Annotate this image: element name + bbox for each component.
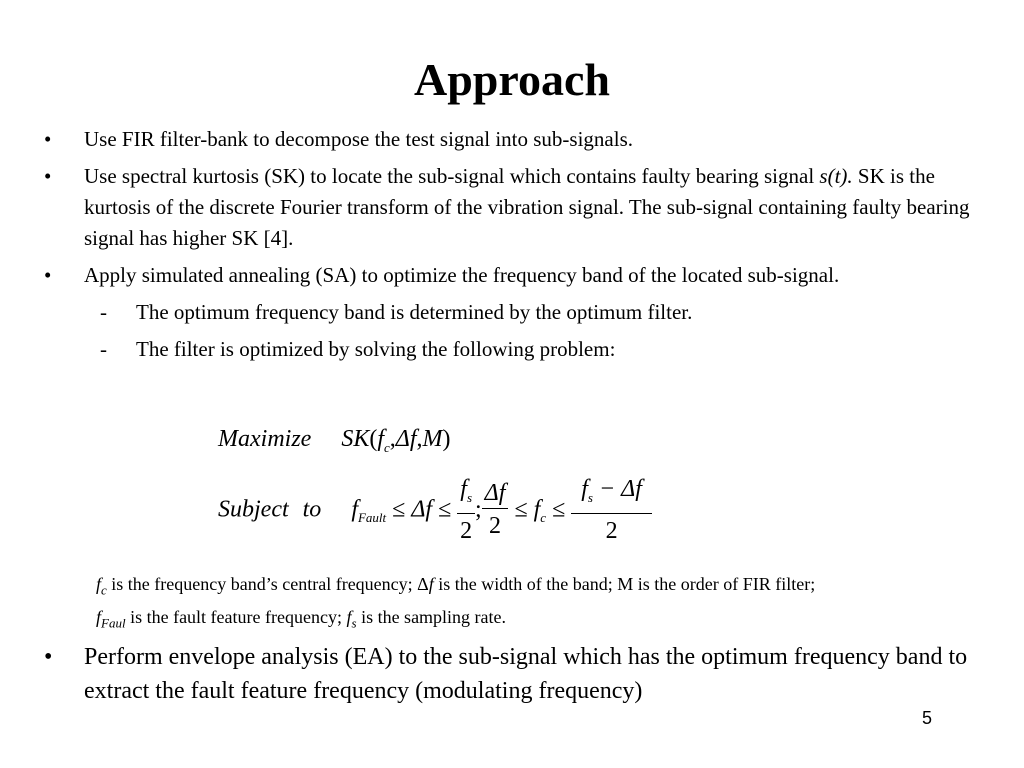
f-fault-subscript: Fault <box>357 510 387 526</box>
subject-to-row <box>218 474 652 548</box>
denominator: 2 <box>489 513 502 540</box>
sub-bullet-filter-optimized <box>44 334 994 365</box>
bullet-simulated-annealing <box>44 260 994 291</box>
fraction-fs-minus-delta-f-over-2 <box>571 474 652 548</box>
bullet-fir-filter-bank <box>44 124 994 155</box>
bullet-envelope-analysis <box>44 640 1024 708</box>
bullet-marker: • <box>44 164 52 188</box>
delta-symbol: Δ <box>417 574 429 594</box>
notes-line-2 <box>96 604 1016 637</box>
fc-symbol: f <box>533 496 541 523</box>
formula-notes <box>96 571 1016 636</box>
subject-label: Subject <box>218 496 289 523</box>
fraction-fs-over-2 <box>457 474 475 548</box>
delta-f: Δf <box>411 496 433 523</box>
bullet-marker: • <box>44 127 52 151</box>
le-sign: ≤ <box>438 496 452 523</box>
sub-bullet-text: The filter is optimized by solving the following problem: <box>136 337 616 361</box>
sub-bullet-text: The optimum frequency band is determined by the optimum filter. <box>136 300 693 324</box>
notes-text: is the sampling rate. <box>356 606 507 627</box>
fc-subscript: c <box>384 439 390 455</box>
denominator: 2 <box>460 517 473 544</box>
fs-symbol: f <box>460 476 467 502</box>
fc-subscript: c <box>540 510 547 526</box>
bullet-text: Use spectral kurtosis (SK) to locate the sub-signal which contains faulty bearing signal <box>84 164 820 188</box>
maximize-label: Maximize <box>218 426 312 452</box>
fs-symbol: f <box>346 606 352 627</box>
comma: , <box>389 426 396 452</box>
semicolon: ; <box>475 496 482 523</box>
fraction-delta-f-over-2 <box>482 478 509 543</box>
le-sign: ≤ <box>514 496 528 523</box>
paren-close: ) <box>442 426 451 452</box>
bullet-text: Perform envelope analysis (EA) to the sub-signal which has the optimum frequency band to extract the fault feature frequency (modulating frequency) <box>84 644 968 704</box>
comma: , <box>416 426 423 452</box>
fc-subscript: c <box>101 582 107 598</box>
fs-symbol: f <box>581 476 588 502</box>
bullet-text: Apply simulated annealing (SA) to optimize the frequency band of the located sub-signal. <box>84 263 840 287</box>
paren-open: ( <box>369 426 378 452</box>
fc-symbol: f <box>377 426 384 452</box>
notes-text: is the frequency band’s central frequency; <box>106 574 418 594</box>
bullet-spectral-kurtosis <box>44 161 994 254</box>
delta-f: Δf <box>395 426 417 452</box>
fs-subscript: s <box>466 489 472 505</box>
maximize-row <box>218 426 451 456</box>
f-fault-subscript: Faul <box>101 615 126 631</box>
slide-title: Approach <box>414 54 610 105</box>
fs-subscript: s <box>587 489 593 505</box>
page-number: 5 <box>922 708 933 728</box>
f-symbol: f <box>428 574 434 594</box>
bullet-text-continued: SK is the kurtosis of the discrete Fourier transform of the vibration signal. The sub-signal containing faulty bearing signal has higher SK [4]. <box>84 164 970 250</box>
le-sign: ≤ <box>392 496 406 523</box>
fs-subscript: s <box>351 615 357 631</box>
sub-bullet-marker: - <box>100 300 107 324</box>
objective-sk: SK <box>341 426 370 452</box>
fc-symbol: f <box>96 574 102 594</box>
f-fault-symbol: f <box>96 606 102 627</box>
f-fault-symbol: f <box>351 496 358 523</box>
signal-symbol: s(t). <box>819 164 853 188</box>
sub-bullet-marker: - <box>100 337 107 361</box>
denominator: 2 <box>605 517 618 544</box>
bullet-marker: • <box>44 644 53 670</box>
bullet-list <box>44 124 994 371</box>
le-sign: ≤ <box>552 496 566 523</box>
optimization-formula <box>218 420 778 545</box>
order-m: M <box>422 426 443 452</box>
numerator: Δf <box>482 478 509 509</box>
to-label: to <box>302 496 322 523</box>
sub-bullet-optimum-band <box>44 297 994 328</box>
minus-delta-f: − Δf <box>592 476 642 502</box>
bullet-text: Use FIR filter-bank to decompose the test signal into sub-signals. <box>84 127 633 151</box>
notes-line-1 <box>96 571 1016 604</box>
bullet-marker: • <box>44 263 52 287</box>
notes-text: is the width of the band; M is the order of FIR filter; <box>433 574 816 594</box>
notes-text: is the fault feature frequency; <box>125 606 347 627</box>
